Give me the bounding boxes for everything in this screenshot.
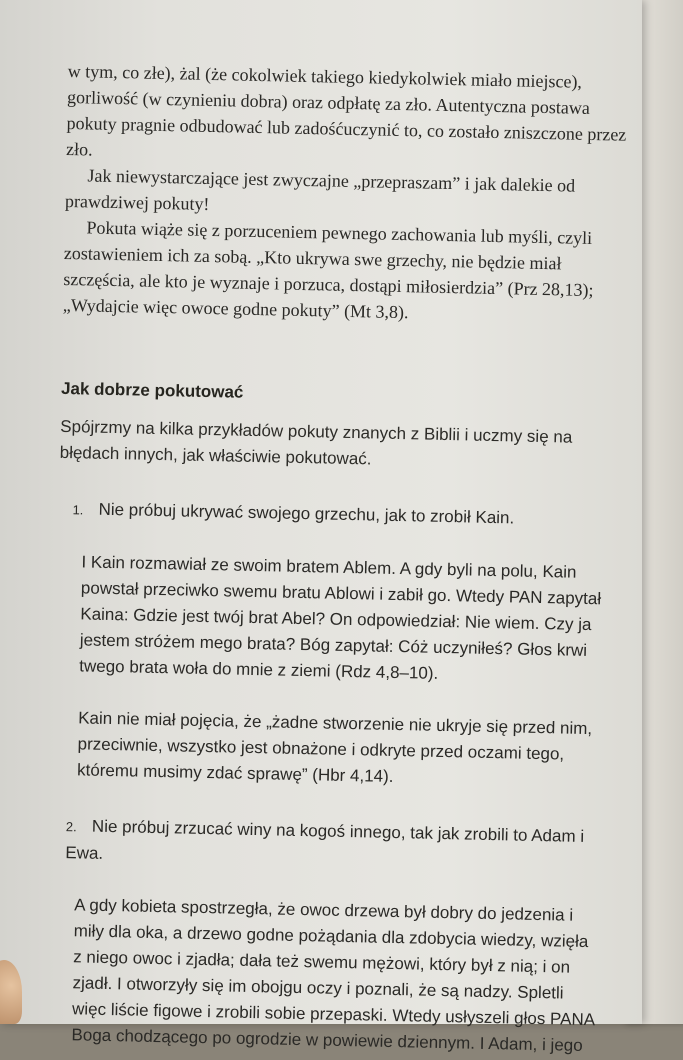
paragraph-2: Jak niewystarczające jest zwyczajne „przepraszam” i jak dalekie od prawdziwej pokuty! (64, 165, 576, 214)
section-intro: Spójrzmy na kilka przykładów pokuty znanych z Biblii i uczmy się na błędach innych, jak właściwie pokutować. (59, 416, 573, 469)
comment-1: Kain nie miał pojęcia, że „żadne stworzenie nie ukryje się przed nim, przeciwnie, wszystko jest obnażone i odkryte przed oczami tego, któremu musimy zdać sprawę” (Hbr 4,14). (76, 708, 593, 786)
list-item-1-number: 1. (72, 502, 84, 518)
paragraph-3: Pokuta wiąże się z porzuceniem pewnego zachowania lub myśli, czyli zostawieniem ich za sobą. „Kto ukrywa swe grzechy, nie będzie miał szczęścia, ale kto je wyznaje i porzuca, dostąpi miłosierdzia” (Prz 28,13); „Wydajcie więc owoce godne pokuty” (Mt 3,8). (62, 217, 594, 323)
bible-quote-2: A gdy kobieta spostrzegła, że owoc drzewa był dobry do jedzenia i miły dla oka, a drzewo godne pożądania dla zdobycia wiedzy, wzięła z niego owoc i zjadła; dała też swemu mężowi, który był z nią; i on zjadł. I otworzyły się im obojgu oczy i poznali, że są nadzy. Spletli więc liście figowe i zrobili sobie przepaski. Wtedy usłyszeli głos PANA Boga chodzącego po ogrodzie w powiewie dziennym. I Adam, i jego (71, 895, 595, 1055)
list-item-2 (51, 813, 612, 878)
section-heading: Jak dobrze pokutować (60, 378, 244, 402)
list-item-2-number: 2. (65, 819, 77, 835)
list-item-2-text: Nie próbuj zrzucać winy na kogoś innego, tak jak zrobili to Adam i Ewa. (65, 816, 585, 863)
bible-quote-1: I Kain rozmawiał ze swoim bratem Ablem. A gdy byli na polu, Kain powstał przeciwko swemu bratu Ablowi i zabił go. Wtedy PAN zapytał Kaina: Gdzie jest twój brat Abel? On odpowiedział: Nie wiem. Czy ja jestem stróżem mego brata? Bóg zapytał: Cóż uczyniłeś? Głos krwi twego brata woła do mnie z ziemi (Rdz 4,8–10). (79, 552, 602, 683)
list-item-1-text: Nie próbuj ukrywać swojego grzechu, jak to zrobił Kain. (98, 499, 515, 528)
page-text (47, 58, 628, 1060)
paragraph-1: w tym, co złe), żal (że cokolwiek takiego kiedykolwiek miało miejsce), gorliwość (w czynieniu dobra) oraz odpłatę za zło. Autentyczna postawa pokuty pragnie odbudować lub zadośćuczynić to, co zostało zniszczone przez zło. (65, 60, 627, 160)
list-item-1 (58, 496, 618, 535)
